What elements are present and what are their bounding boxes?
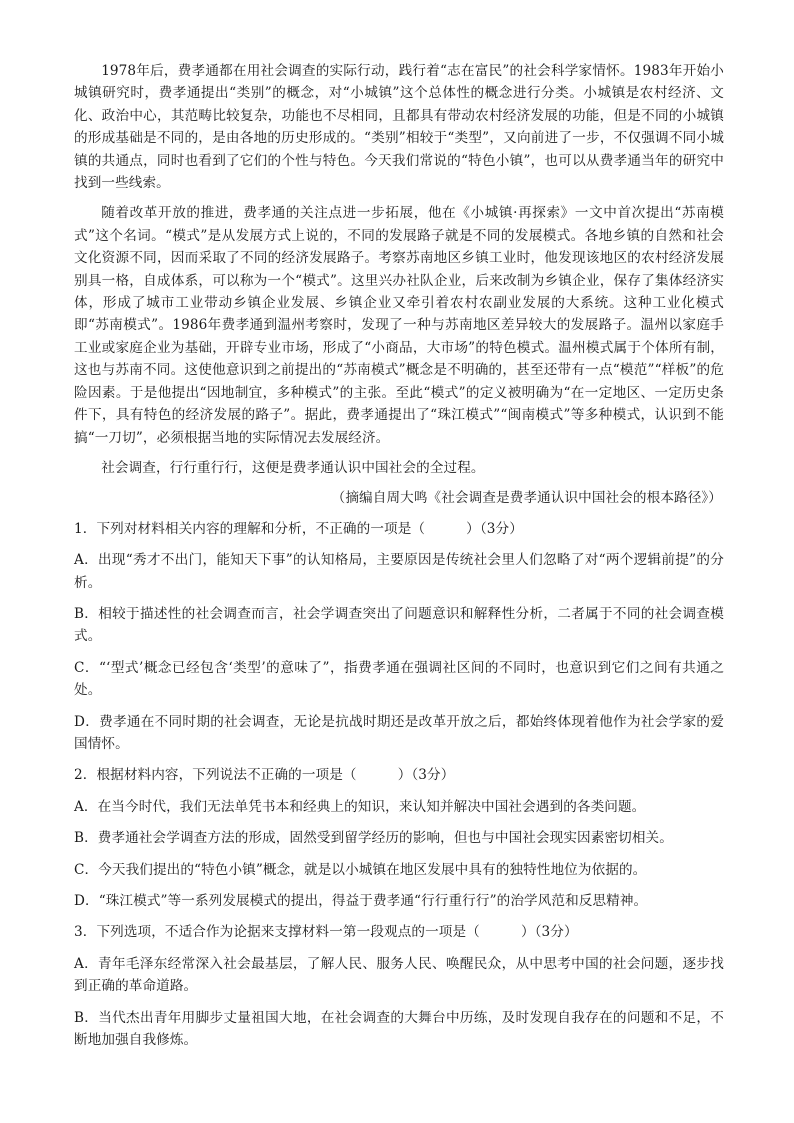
exam-page	[74, 60, 724, 1060]
question-1	[74, 518, 724, 756]
passage-paragraph-3: 社会调查，行行重行行，这便是费孝通认识中国社会的全过程。	[101, 459, 485, 476]
question-2-option-b: B．费孝通社会学调查方法的形成，固然受到留学经历的影响，但也与中国社会现实因素密切相关。	[74, 830, 673, 847]
question-1-option-a: A．出现“秀才不出门，能知天下事”的认知格局，主要原因是传统社会里人们忽略了对“两个逻辑前提”的分析。	[74, 552, 724, 591]
question-3	[74, 921, 724, 1051]
passage-source: （摘编自周大鸣《社会调查是费孝通认识中国社会的根本路径》）	[331, 490, 722, 507]
question-2-option-a: A．在当今时代，我们无法单凭书本和经典上的知识，来认知并解决中国社会遇到的各类问题。	[74, 798, 646, 815]
question-1-option-c: C．“‘型式’概念已经包含‘类型’的意味了”，指费孝通在强调社区间的不同时，也意识到它们之间有共通之处。	[74, 659, 724, 699]
question-2-option-c: C．今天我们提出的“特色小镇”概念，就是以小城镇在地区发展中具有的独特性地位为依据的。	[74, 861, 647, 878]
question-2	[74, 764, 724, 912]
question-1-option-d: D．费孝通在不同时期的社会调查，无论是抗战时期还是改革开放之后，都始终体现着他作为社会学家的爱国情怀。	[74, 713, 724, 752]
question-3-option-a: A．青年毛泽东经常深入社会最基层，了解人民、服务人民、唤醒民众，从中思考中国的社会问题，逐步找到正确的革命道路。	[74, 955, 724, 995]
question-3-option-b: B．当代杰出青年用脚步丈量祖国大地，在社会调查的大舞台中历练，及时发现自我存在的问题和不足，不断地加强自我修炼。	[74, 1009, 724, 1049]
question-3-stem: 3．下列选项，不适合作为论据来支撑材料一第一段观点的一项是（ ）（3分）	[74, 924, 578, 941]
passage-paragraph-1: 1978年后，费孝通都在用社会调查的实际行动，践行着“志在富民”的社会科学家情怀。1983年开始小城镇研究时，费孝通提出“类别”的概念，对“小城镇”这个总体性的概念进行分类。小城镇是农村经济、文化、政治中心，其范畴比较复杂，功能也不尽相同，且都具有带动农村经济发展的功能，但是不同的小城镇的形成基础是不同的，是由各地的历史形成的。“类别”相较于“类型”，又向前进了一步，不仅强调不同小城镇的共通点，同时也看到了它们的个性与特色。今天我们常说的“特色小镇”，也可以从费孝通当年的研究中找到一些线索。	[74, 63, 724, 192]
passage-paragraph-2: 随着改革开放的推进，费孝通的关注点进一步拓展，他在《小城镇·再探索》一文中首次提出“苏南模式”这个名词。“模式”是从发展方式上说的，不同的发展路子就是不同的发展模式。各地乡镇的自然和社会文化资源不同，因而采取了不同的经济发展路子。考察苏南地区乡镇工业时，他发现该地区的农村经济发展别具一格，自成体系，可以称为一个“模式”。这里兴办社队企业，后来改制为乡镇企业，保存了集体经济实体，形成了城市工业带动乡镇企业发展、乡镇企业又牵引着农村农副业发展的大系统。这种工业化模式即“苏南模式”。1986年费孝通到温州考察时，发现了一种与苏南地区差异较大的发展路子。温州以家庭手工业或家庭企业为基础，开辟专业市场，形成了“小商品，大市场”的特色模式。温州模式属于个体所有制，这也与苏南不同。这使他意识到之前提出的“苏南模式”概念是不明确的，甚至还带有一点“模范”“样板”的危险因素。于是他提出“因地制宜，多种模式”的主张。至此“模式”的定义被明确为“在一定地区、一定历史条件下，具有特色的经济发展的路子”。据此，费孝通提出了“珠江模式”“闽南模式”等多种模式，认识到不能搞“一刀切”，必须根据当地的实际情况去发展经济。	[74, 205, 724, 446]
question-1-stem: 1．下列对材料相关内容的理解和分析，不正确的一项是（ ）（3分）	[74, 520, 523, 537]
question-2-option-d: D．“珠江模式”等一系列发展模式的提出，得益于费孝通“行行重行行”的治学风范和反思精神。	[74, 893, 648, 909]
question-1-option-b: B．相较于描述性的社会调查而言，社会学调查突出了问题意识和解释性分析，二者属于不同的社会调查模式。	[74, 605, 724, 645]
question-2-stem: 2．根据材料内容，下列说法不正确的一项是（ ）（3分）	[74, 767, 455, 784]
